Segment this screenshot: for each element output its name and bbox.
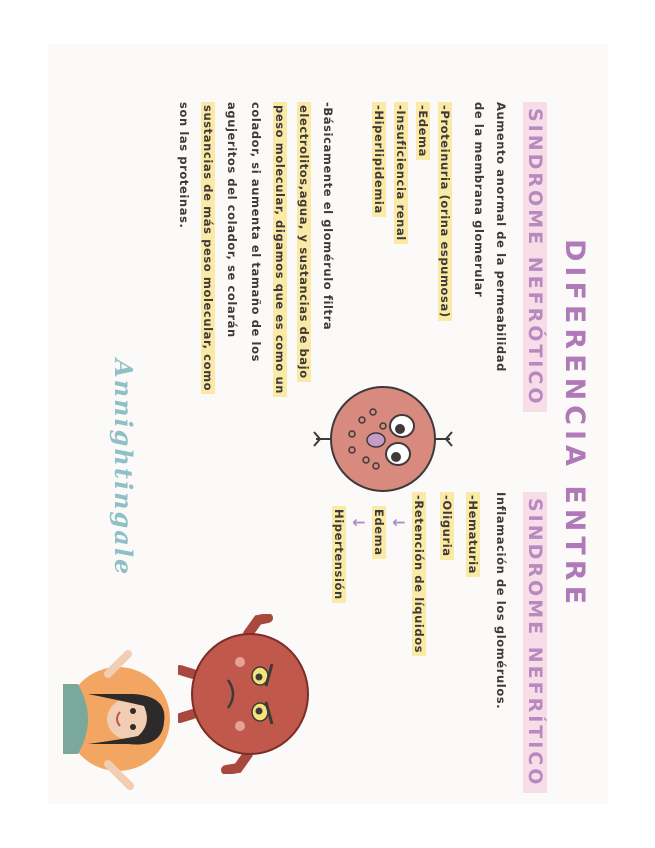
page-title <box>559 44 590 804</box>
nefritico-symptom <box>372 506 386 559</box>
happy-kidney-illustration <box>308 374 458 504</box>
explanation-line: agujeritos del colador, se colarán <box>225 102 239 338</box>
nefrotico-definition-line2: de la membrana glomerular <box>472 102 486 298</box>
explanation-line <box>268 102 292 397</box>
nefritico-symptom <box>332 506 346 603</box>
explanation-line: son las proteinas. <box>177 102 191 229</box>
down-arrow-icon: ↓ <box>349 516 368 530</box>
nefrotico-symptom-text: -Insuficiencia renal <box>394 102 408 244</box>
signature: Annightingale <box>109 359 138 577</box>
explanation-line <box>292 102 316 397</box>
nefrotico-definition <box>468 102 512 372</box>
down-arrow-icon: ↓ <box>389 516 408 530</box>
nefritico-symptom-text: -Hematuria <box>466 492 480 577</box>
nefrotico-symptom-text: -Hiperlipidemia <box>372 102 386 217</box>
nefrotico-heading-text: SINDROME NEFRÓTICO <box>523 102 547 412</box>
nefrotico-symptom-text: -Edema <box>416 102 430 160</box>
nefrotico-symptom-text: -Proteinuria (orina espumosa) <box>438 102 452 321</box>
nefritico-symptom <box>440 492 454 560</box>
nefritico-symptom-text: -Oliguria <box>440 492 454 560</box>
explanation-line-text: peso molecular, digamos que es como un <box>273 102 287 397</box>
nefritico-symptom-text: Edema <box>372 506 386 559</box>
nefrotico-explanation <box>172 102 340 397</box>
girl-avatar-illustration <box>58 644 188 794</box>
nefritico-symptom <box>466 492 480 577</box>
explanation-line-text: sustancias de más peso molecular, como <box>201 102 215 394</box>
explanation-line: -Básicamente el glomérulo filtra <box>321 102 335 331</box>
nefrotico-symptom <box>438 102 452 321</box>
nefritico-symptom-text: Hipertensión <box>332 506 346 603</box>
nefrotico-heading <box>524 102 546 412</box>
nefritico-symptom <box>412 492 426 656</box>
title-text: DIFERENCIA ENTRE <box>559 238 590 610</box>
angry-kidney-illustration <box>178 614 318 774</box>
nefritico-symptom-text: -Retención de líquidos <box>412 492 426 656</box>
nefritico-definition <box>490 492 512 709</box>
nefritico-heading <box>524 492 546 793</box>
nefrotico-definition-line1: Aumento anormal de la permeabilidad <box>494 102 508 372</box>
nefritico-heading-text: SINDROME NEFRÍTICO <box>523 492 547 793</box>
explanation-line: colador, si aumenta el tamaño de los <box>249 102 263 363</box>
nefrotico-symptom <box>372 102 386 217</box>
rotated-document <box>48 44 608 804</box>
nefrotico-symptom <box>394 102 408 244</box>
nefritico-definition-text: Inflamación de los glomérulos. <box>494 492 508 710</box>
explanation-line <box>196 102 220 397</box>
explanation-line-text: electrolitos,agua, y sustancias de bajo <box>297 102 311 382</box>
nefrotico-symptom <box>416 102 430 160</box>
